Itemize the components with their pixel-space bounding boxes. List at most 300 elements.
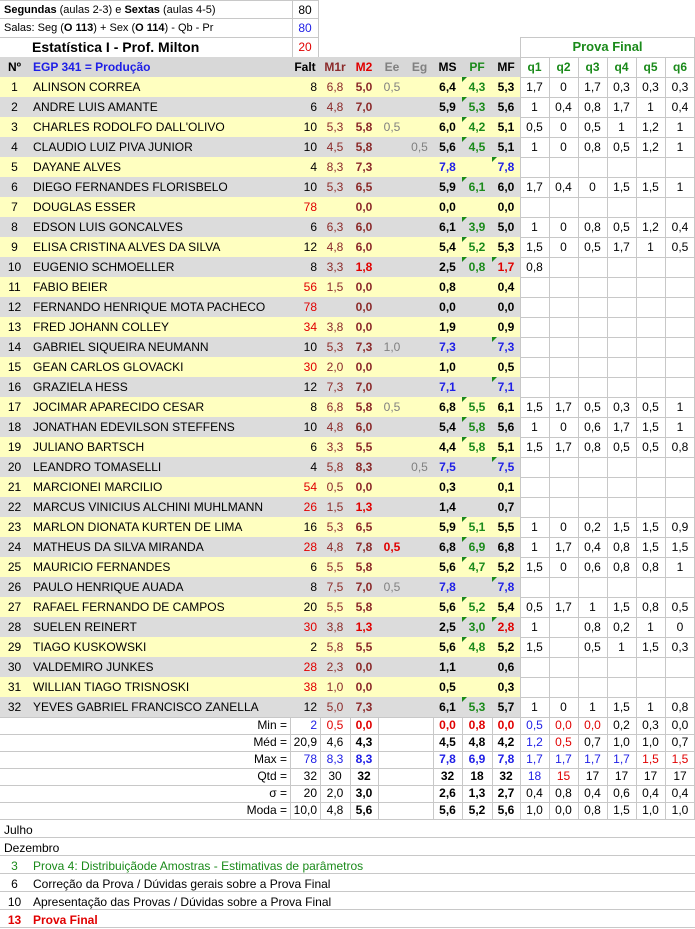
m1r-cell: 4,8 (320, 417, 350, 437)
grid-hline (0, 37, 318, 38)
stat-pf: 18 (470, 769, 484, 783)
question-score: 0,4 (555, 100, 572, 114)
question-score: 0 (560, 420, 567, 434)
mf-cell: 5,6 (492, 97, 520, 117)
stat-question: 0,4 (526, 786, 543, 800)
ee-cell: 0,5 (378, 537, 406, 557)
stat-question: 0,3 (642, 718, 659, 732)
stat-question: 0,0 (584, 718, 601, 732)
question-score (636, 357, 665, 377)
m2-cell: 0,0 (350, 197, 378, 217)
stat-mf: 7,8 (497, 752, 515, 766)
question-score: 0 (560, 80, 567, 94)
question-score (549, 197, 578, 217)
pf-cell: 5,8 (462, 417, 492, 437)
question-score (578, 157, 607, 177)
question-score (607, 197, 636, 217)
m2-cell: 8,3 (350, 457, 378, 477)
ms-cell: 0,8 (433, 277, 462, 297)
student-name: FRED JOHANN COLLEY (29, 317, 290, 337)
grid-hline (0, 837, 695, 838)
faltas-cell: 6 (290, 557, 320, 577)
ee-cell (378, 457, 406, 477)
comment-marker (492, 337, 497, 342)
eg-cell (406, 697, 433, 717)
question-score (607, 497, 636, 517)
pf-cell: 0,8 (462, 257, 492, 277)
stat-ms: 0,0 (439, 718, 456, 732)
stat-ms: 4,5 (439, 735, 456, 749)
question-score (607, 457, 636, 477)
ee-cell (378, 697, 406, 717)
ms-cell: 5,6 (433, 137, 462, 157)
student-name: MARLON DIONATA KURTEN DE LIMA (29, 517, 290, 537)
question-score (578, 577, 607, 597)
stat-mf: 4,2 (497, 735, 515, 749)
m1r-cell: 1,5 (320, 277, 350, 297)
ee-cell (378, 137, 406, 157)
calendar-day: 6 (11, 877, 18, 891)
faltas-cell: 16 (290, 517, 320, 537)
row-number: 11 (0, 277, 29, 297)
m2-cell: 1,3 (350, 617, 378, 637)
student-name: GABRIEL SIQUEIRA NEUMANN (29, 337, 290, 357)
stat-question: 0,5 (555, 735, 572, 749)
ms-cell: 5,6 (433, 637, 462, 657)
column-header-ms: MS (433, 57, 462, 77)
row-number: 10 (0, 257, 29, 277)
faltas-cell: 8 (290, 77, 320, 97)
question-score: 1 (676, 140, 684, 154)
ms-cell: 5,4 (433, 417, 462, 437)
question-score: 1 (531, 420, 538, 434)
question-score: 1 (589, 600, 596, 614)
pf-cell (462, 677, 492, 697)
column-header-pf: PF (462, 57, 492, 77)
question-score (665, 457, 695, 477)
question-score: 1,7 (526, 180, 543, 194)
stat-question: 1,0 (526, 803, 543, 817)
student-name: DAYANE ALVES (29, 157, 290, 177)
comment-marker (462, 617, 467, 622)
faltas-cell: 56 (290, 277, 320, 297)
stat-m2: 32 (357, 769, 371, 783)
stat-mf: 32 (499, 769, 513, 783)
mf-cell: 5,7 (492, 697, 520, 717)
row-number: 21 (0, 477, 29, 497)
mf-cell: 0,4 (492, 277, 520, 297)
eg-cell (406, 237, 433, 257)
mf-cell: 6,1 (492, 397, 520, 417)
m1r-cell: 5,0 (320, 697, 350, 717)
eg-cell (406, 517, 433, 537)
eg-cell (406, 337, 433, 357)
ee-cell: 0,5 (378, 577, 406, 597)
stat-question: 0,8 (555, 786, 572, 800)
question-score: 0,3 (642, 80, 659, 94)
pf-cell (462, 157, 492, 177)
ms-cell: 4,4 (433, 437, 462, 457)
m2-cell: 6,0 (350, 417, 378, 437)
eg-cell (406, 597, 433, 617)
question-score (549, 637, 578, 657)
row-number: 25 (0, 557, 29, 577)
ee-cell (378, 157, 406, 177)
question-score: 1 (531, 620, 538, 634)
comment-marker (462, 397, 467, 402)
row-number: 15 (0, 357, 29, 377)
stat-question: 17 (673, 769, 687, 783)
question-score (607, 477, 636, 497)
question-score (578, 497, 607, 517)
question-score (636, 497, 665, 517)
column-header-q2: q2 (556, 60, 571, 74)
question-score (549, 657, 578, 677)
pf-cell: 4,5 (462, 137, 492, 157)
month-label: Dezembro (4, 841, 60, 855)
rooms-value: 80 (298, 21, 312, 35)
eg-cell (406, 657, 433, 677)
prova-final-header: Prova Final (572, 39, 643, 54)
student-name: MAURICIO FERNANDES (29, 557, 290, 577)
mf-cell: 0,7 (492, 497, 520, 517)
ms-cell: 7,5 (433, 457, 462, 477)
m1r-cell (320, 197, 350, 217)
m1r-cell: 5,5 (320, 557, 350, 577)
student-name: MARCUS VINICIUS ALCHINI MUHLMANN (29, 497, 290, 517)
ms-cell: 6,8 (433, 537, 462, 557)
student-name: CLAUDIO LUIZ PIVA JUNIOR (29, 137, 290, 157)
eg-cell (406, 297, 433, 317)
question-score: 1,5 (642, 520, 659, 534)
stat-m1r: 4,8 (326, 803, 344, 817)
question-score: 1,5 (526, 400, 543, 414)
mf-cell: 0,6 (492, 657, 520, 677)
faltas-cell: 6 (290, 217, 320, 237)
question-score (636, 197, 665, 217)
pf-cell: 5,2 (462, 597, 492, 617)
mf-cell: 6,0 (492, 177, 520, 197)
ms-cell: 6,1 (433, 697, 462, 717)
pf-cell (462, 277, 492, 297)
ee-cell (378, 677, 406, 697)
mf-cell: 5,1 (492, 137, 520, 157)
question-score (520, 657, 549, 677)
mf-cell: 5,3 (492, 237, 520, 257)
question-score: 0,8 (584, 440, 601, 454)
ee-cell (378, 557, 406, 577)
question-score (607, 677, 636, 697)
stat-faltas: 20,9 (293, 735, 317, 749)
stat-m2: 0,0 (355, 718, 373, 732)
m1r-cell: 4,5 (320, 137, 350, 157)
row-number: 20 (0, 457, 29, 477)
row-number: 4 (0, 137, 29, 157)
m1r-cell: 6,3 (320, 217, 350, 237)
question-score (578, 657, 607, 677)
stat-question: 0,4 (642, 786, 659, 800)
question-score: 1 (647, 620, 654, 634)
comment-marker (492, 617, 497, 622)
eg-cell (406, 157, 433, 177)
pf-cell: 4,7 (462, 557, 492, 577)
m1r-cell: 6,8 (320, 397, 350, 417)
question-score (520, 377, 549, 397)
comment-marker (462, 517, 467, 522)
question-score (549, 457, 578, 477)
mf-cell: 1,7 (492, 257, 520, 277)
question-score (607, 577, 636, 597)
question-score: 0 (676, 620, 684, 634)
student-name: JONATHAN EDEVILSON STEFFENS (29, 417, 290, 437)
student-name: MARCIONEI MARCILIO (29, 477, 290, 497)
question-score: 1 (647, 240, 654, 254)
ee-cell (378, 357, 406, 377)
question-score: 1,5 (613, 180, 630, 194)
question-score (549, 617, 578, 637)
question-score (549, 317, 578, 337)
question-score: 1,5 (526, 440, 543, 454)
stat-question: 1,0 (642, 735, 659, 749)
question-score: 0,6 (584, 560, 601, 574)
comment-marker (462, 557, 467, 562)
question-score: 1 (531, 140, 538, 154)
question-score: 1 (647, 100, 654, 114)
ms-cell: 5,6 (433, 597, 462, 617)
question-score: 0,5 (526, 120, 543, 134)
column-header-q4: q4 (614, 60, 629, 74)
pf-cell: 6,9 (462, 537, 492, 557)
student-name: ALINSON CORREA (29, 77, 290, 97)
stat-ms: 7,8 (439, 752, 456, 766)
column-header-q6: q6 (672, 60, 687, 74)
mf-cell: 7,8 (492, 157, 520, 177)
faltas-cell: 12 (290, 377, 320, 397)
calendar-event: Prova 4: Distribuiçãode Amostras - Estimativas de parâmetros (33, 859, 364, 873)
calendar-day: 3 (11, 859, 18, 873)
student-name: PAULO HENRIQUE AUADA (29, 577, 290, 597)
pf-cell (462, 497, 492, 517)
m2-cell: 6,0 (350, 237, 378, 257)
stat-label: Max = (253, 752, 287, 766)
stat-pf: 4,8 (468, 735, 486, 749)
pf-cell (462, 457, 492, 477)
eg-cell (406, 77, 433, 97)
question-score (549, 257, 578, 277)
question-score (665, 577, 695, 597)
ms-cell: 2,5 (433, 257, 462, 277)
ms-cell: 7,3 (433, 337, 462, 357)
m1r-cell: 4,8 (320, 537, 350, 557)
m2-cell: 5,5 (350, 637, 378, 657)
student-name: ELISA CRISTINA ALVES DA SILVA (29, 237, 290, 257)
ee-cell: 0,5 (378, 117, 406, 137)
question-score (607, 377, 636, 397)
column-header-falt: Falt (290, 57, 320, 77)
stat-m2: 8,3 (355, 752, 373, 766)
row-number: 12 (0, 297, 29, 317)
question-score: 1 (531, 700, 538, 714)
stat-question: 0,7 (671, 735, 689, 749)
m2-cell: 5,5 (350, 437, 378, 457)
schedule-line: Segundas (aulas 2-3) e Sextas (aulas 4-5) (4, 4, 216, 16)
question-score: 1,5 (526, 240, 543, 254)
stat-mf: 2,7 (497, 786, 515, 800)
stat-question: 0,8 (584, 803, 601, 817)
stat-question: 1,5 (671, 752, 689, 766)
ee-cell (378, 497, 406, 517)
ee-cell (378, 277, 406, 297)
ee-cell (378, 477, 406, 497)
stat-m2: 4,3 (355, 735, 373, 749)
student-name: VALDEMIRO JUNKES (29, 657, 290, 677)
ee-cell: 0,5 (378, 77, 406, 97)
stat-question: 0,4 (671, 786, 689, 800)
question-score (636, 657, 665, 677)
question-score (607, 337, 636, 357)
question-score (607, 277, 636, 297)
stat-question: 15 (556, 769, 571, 783)
student-name: GEAN CARLOS GLOVACKI (29, 357, 290, 377)
m2-cell: 0,0 (350, 677, 378, 697)
student-name: LEANDRO TOMASELLI (29, 457, 290, 477)
question-score (665, 497, 695, 517)
m1r-cell: 3,3 (320, 257, 350, 277)
eg-cell (406, 437, 433, 457)
question-score: 0 (560, 120, 567, 134)
eg-cell (406, 197, 433, 217)
question-score (665, 257, 695, 277)
comment-marker (462, 437, 467, 442)
question-score: 0,5 (584, 640, 601, 654)
student-name: FERNANDO HENRIQUE MOTA PACHECO (29, 297, 290, 317)
student-name: SUELEN REINERT (29, 617, 290, 637)
question-score: 0,5 (584, 120, 601, 134)
m1r-cell: 2,3 (320, 657, 350, 677)
row-number: 18 (0, 417, 29, 437)
ee-cell (378, 97, 406, 117)
stat-question: 0,4 (584, 786, 601, 800)
question-score (520, 157, 549, 177)
eg-cell: 0,5 (406, 137, 433, 157)
comment-marker (462, 77, 467, 82)
question-score: 0,8 (642, 560, 659, 574)
question-score (520, 337, 549, 357)
question-score (520, 457, 549, 477)
m2-cell: 5,8 (350, 557, 378, 577)
question-score (520, 677, 549, 697)
question-score: 1 (676, 560, 684, 574)
m2-cell: 7,3 (350, 157, 378, 177)
stat-faltas: 10,0 (293, 803, 317, 817)
question-score (520, 357, 549, 377)
question-score (636, 377, 665, 397)
ee-cell (378, 417, 406, 437)
pf-cell (462, 197, 492, 217)
stat-question: 0,7 (584, 735, 601, 749)
question-score (636, 457, 665, 477)
comment-marker (492, 257, 497, 262)
question-score (549, 337, 578, 357)
stat-question: 1,5 (642, 752, 659, 766)
question-score: 0,3 (671, 80, 689, 94)
student-name: YEVES GABRIEL FRANCISCO ZANELLA (29, 697, 290, 717)
m1r-cell: 2,0 (320, 357, 350, 377)
grid-hline (0, 0, 318, 1)
question-score (549, 377, 578, 397)
stat-question: 0,0 (671, 718, 689, 732)
eg-cell (406, 377, 433, 397)
pf-cell: 4,2 (462, 117, 492, 137)
faltas-cell: 6 (290, 97, 320, 117)
question-score: 0 (560, 240, 567, 254)
m2-cell: 0,0 (350, 357, 378, 377)
faltas-cell: 10 (290, 137, 320, 157)
faltas-cell: 2 (290, 637, 320, 657)
question-score: 1 (647, 700, 654, 714)
title-value: 20 (298, 40, 312, 54)
question-score (665, 197, 695, 217)
question-score: 1,7 (526, 80, 543, 94)
ms-cell: 1,4 (433, 497, 462, 517)
row-number: 14 (0, 337, 29, 357)
question-score (578, 257, 607, 277)
ms-cell: 1,1 (433, 657, 462, 677)
stat-pf: 0,8 (468, 718, 486, 732)
mf-cell: 7,1 (492, 377, 520, 397)
stat-question: 1,5 (613, 803, 630, 817)
grid-hline (520, 37, 695, 38)
question-score: 1 (676, 420, 684, 434)
ms-cell: 0,0 (433, 297, 462, 317)
question-score: 1,2 (642, 120, 659, 134)
faltas-cell: 20 (290, 597, 320, 617)
stat-question: 1,7 (613, 752, 630, 766)
grid-vline (520, 37, 521, 57)
faltas-cell: 54 (290, 477, 320, 497)
column-header-q1: q1 (527, 60, 542, 74)
m1r-cell: 3,8 (320, 617, 350, 637)
m2-cell: 0,0 (350, 317, 378, 337)
question-score: 0,8 (584, 620, 601, 634)
comment-marker (462, 417, 467, 422)
grid-hline (0, 855, 695, 856)
comment-marker (492, 157, 497, 162)
question-score (665, 317, 695, 337)
m2-cell: 5,8 (350, 137, 378, 157)
question-score: 1 (676, 400, 684, 414)
calendar-event: Correção da Prova / Dúvidas gerais sobre a Prova Final (33, 877, 331, 891)
eg-cell (406, 277, 433, 297)
question-score (520, 577, 549, 597)
question-score (520, 277, 549, 297)
m2-cell: 5,8 (350, 397, 378, 417)
row-number: 19 (0, 437, 29, 457)
question-score: 1 (531, 220, 538, 234)
pf-cell: 3,9 (462, 217, 492, 237)
stat-label: Moda = (246, 803, 287, 817)
stat-ms: 2,6 (439, 786, 456, 800)
ms-cell: 5,9 (433, 177, 462, 197)
ms-cell: 7,8 (433, 577, 462, 597)
question-score (520, 197, 549, 217)
student-name: JULIANO BARTSCH (29, 437, 290, 457)
question-score: 0 (560, 700, 567, 714)
question-score (607, 257, 636, 277)
faltas-cell: 10 (290, 337, 320, 357)
ee-cell (378, 317, 406, 337)
student-name: DOUGLAS ESSER (29, 197, 290, 217)
